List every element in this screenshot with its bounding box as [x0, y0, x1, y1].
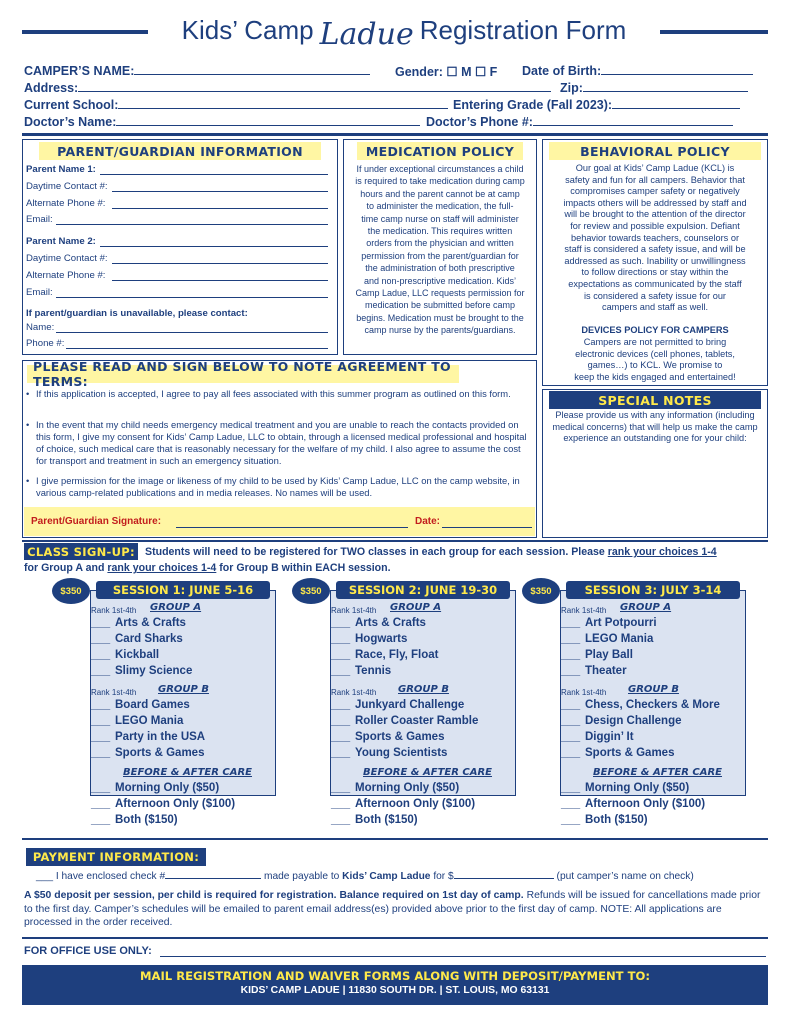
parent1-alternate-label: Alternate Phone #: — [26, 198, 106, 209]
payment-header: PAYMENT INFORMATION: — [26, 848, 206, 866]
dob-row — [522, 64, 753, 78]
emergency-contact-label: If parent/guardian is unavailable, please contact: — [26, 308, 248, 319]
med-text-line: hours and the parent cannot be at camp — [360, 188, 520, 199]
footer — [22, 965, 768, 1005]
parent1-label: Parent Name 1: — [26, 164, 96, 175]
beh-text-line: Our goal at Kids’ Camp Ladue (KCL) is — [575, 163, 735, 173]
check-line: ___ I have enclosed check # made payable to Kids’ Camp Ladue for $ (put camper’s name on check) — [36, 871, 694, 882]
med-text-line: Camp Ladue, LLC requests permission for — [355, 288, 525, 299]
doctor-phone-field[interactable] — [533, 125, 733, 126]
parent2-field[interactable] — [100, 246, 328, 247]
care-option: Both ($150) — [115, 814, 178, 826]
class-option: Race, Fly, Float — [355, 649, 439, 661]
care-blank[interactable]: ___ — [331, 814, 351, 826]
check-amount-field[interactable] — [454, 878, 554, 879]
camper-name-field[interactable] — [134, 74, 370, 75]
section-divider — [22, 133, 768, 136]
class-option: Design Challenge — [585, 715, 682, 727]
zip-label: Zip: — [560, 81, 583, 95]
med-text-line: permission from the parent/guardian for — [361, 250, 519, 261]
terms-header: PLEASE READ AND SIGN BELOW TO NOTE AGREEMENT TO TERMS: — [27, 365, 459, 383]
parent1-email-label: Email: — [26, 214, 53, 225]
rank-blank[interactable]: ___ — [91, 633, 111, 645]
dev-text-line: keep the kids engaged and entertained! — [574, 371, 736, 382]
care-option: Morning Only ($50) — [585, 782, 690, 794]
rank-blank[interactable]: ___ — [91, 731, 111, 743]
class-option: Sports & Games — [355, 731, 445, 743]
deposit-text: A $50 deposit per session, per child is required for registration. Balance required on 1st day of camp. Refunds will be issued for cancellations made prior to the first day. Camper’s schedules will be emailed to parent email address(es) provided above prior to the first day of camp. NOTE: All applications are processed in the order received. — [24, 890, 761, 929]
class-option: Diggin’ It — [585, 731, 634, 743]
terms-bullet-2: • In the event that my child needs emergency medical treatment and you are unable to reach the contacts provided on this form, I give my consent for Kids’ Camp Ladue, LLC to obtain, through a licensed medical professional and hospital of choice, such medical care that is reasonably necessary for the welfare of my child. I also agree to assume the cost for transport and treatment in such an emergency situation. — [26, 419, 527, 466]
care-option: Both ($150) — [585, 814, 648, 826]
section-divider-3 — [22, 838, 768, 840]
class-option: Board Games — [115, 699, 190, 711]
class-option: Young Scientists — [355, 747, 448, 759]
class-option: Hogwarts — [355, 633, 408, 645]
emergency-phone-field[interactable] — [66, 348, 328, 349]
behavioral-text — [544, 163, 766, 314]
rank-label: Rank 1st-4th — [561, 688, 607, 697]
session-2-price-badge: $350 — [292, 578, 330, 604]
section-divider-4 — [22, 937, 768, 939]
session-3-price-badge: $350 — [522, 578, 560, 604]
session-1-price-badge: $350 — [52, 578, 90, 604]
group-a-label: GROUP A — [620, 602, 672, 613]
notes-text-line: medical concerns) that will help us make the camp — [552, 421, 758, 432]
beh-text-line: expectations as communicated by the staff — [568, 278, 742, 289]
rank-blank[interactable]: ___ — [561, 617, 581, 629]
section-divider-2 — [22, 540, 768, 542]
group-b-label: GROUP B — [158, 684, 209, 695]
med-text-line: time camp nurse on staff will administer — [361, 213, 519, 224]
rank-blank[interactable]: ___ — [561, 731, 581, 743]
rank-blank[interactable]: ___ — [91, 649, 111, 661]
emergency-name-label: Name: — [26, 322, 55, 333]
grade-row — [453, 98, 740, 112]
class-option: Slimy Science — [115, 665, 193, 677]
rank-blank[interactable]: ___ — [331, 665, 351, 677]
doctor-row — [24, 115, 420, 129]
care-blank[interactable]: ___ — [331, 782, 351, 794]
parent2-alternate-label: Alternate Phone #: — [26, 270, 106, 281]
address-row — [24, 81, 551, 95]
rank-blank[interactable]: ___ — [331, 699, 351, 711]
med-text-line: the medication. This requires written — [367, 226, 513, 237]
session-3-title: SESSION 3: JULY 3-14 — [566, 581, 740, 599]
rank-blank[interactable]: ___ — [561, 747, 581, 759]
title-script-logo: Ladue — [319, 16, 414, 52]
dev-text-line: games…) to KCL. We promise to — [587, 360, 723, 371]
beh-text-line: safety and fun for all campers. Behavior that — [565, 174, 745, 185]
rank-blank[interactable]: ___ — [561, 699, 581, 711]
signature-field[interactable] — [176, 527, 408, 528]
care-option: Both ($150) — [355, 814, 418, 826]
parent1-alternate-field[interactable] — [112, 208, 328, 209]
doctor-phone-label: Doctor’s Phone #: — [426, 115, 533, 129]
dev-text-line: Campers are not permitted to bring — [583, 337, 727, 347]
rank-blank[interactable]: ___ — [91, 617, 111, 629]
med-text-line: medication be submitted before camp — [364, 300, 516, 311]
class-option: Play Ball — [585, 649, 633, 661]
emergency-name-field[interactable] — [56, 332, 328, 333]
class-option: Party in the USA — [115, 731, 206, 743]
parent2-email-field[interactable] — [56, 297, 328, 298]
medication-text — [345, 163, 535, 337]
dob-field[interactable] — [601, 74, 753, 75]
group-b-label: GROUP B — [398, 684, 449, 695]
class-option: Kickball — [115, 649, 160, 661]
rank-blank[interactable]: ___ — [331, 715, 351, 727]
title-left: Kids’ Camp — [181, 14, 314, 45]
rank-blank[interactable]: ___ — [331, 633, 351, 645]
rank-blank[interactable]: ___ — [331, 747, 351, 759]
doctor-label: Doctor’s Name: — [24, 115, 117, 129]
gender-label[interactable]: Gender: ☐ M ☐ F — [395, 65, 498, 79]
group-a-label: GROUP A — [390, 602, 442, 613]
beh-text-line: behavior towards teachers, counselors or — [570, 232, 739, 243]
rank-label: Rank 1st-4th — [91, 606, 137, 615]
med-text-line: If under exceptional circumstances a child — [356, 164, 524, 174]
beh-text-line: compromises camper safety or negatively — [570, 186, 740, 197]
care-option: Afternoon Only ($100) — [115, 798, 236, 810]
class-option: Junkyard Challenge — [355, 699, 465, 711]
parent1-email-field[interactable] — [56, 224, 328, 225]
parent1-daytime-label: Daytime Contact #: — [26, 181, 108, 192]
notes-header: SPECIAL NOTES — [549, 391, 761, 409]
address-field[interactable] — [78, 91, 551, 92]
beh-text-line: to follow directions or stay within the — [581, 267, 729, 278]
signature-label: Parent/Guardian Signature: — [31, 516, 162, 527]
school-row — [24, 98, 448, 112]
class-option: LEGO Mania — [115, 715, 184, 727]
emergency-phone-label: Phone #: — [26, 338, 65, 349]
session-1-title: SESSION 1: JUNE 5-16 — [96, 581, 270, 599]
rank-blank[interactable]: ___ — [331, 731, 351, 743]
grade-field[interactable] — [612, 108, 740, 109]
footer-address: KIDS’ CAMP LADUE | 11830 SOUTH DR. | ST. LOUIS, MO 63131 — [240, 985, 550, 996]
rank-blank[interactable]: ___ — [561, 649, 581, 661]
beh-text-line: impacts others will be addressed by staff and — [563, 197, 747, 208]
address-label: Address: — [24, 81, 79, 95]
doctor-field[interactable] — [116, 125, 420, 126]
rank-blank[interactable]: ___ — [91, 665, 111, 677]
rank-blank[interactable]: ___ — [331, 649, 351, 661]
rank-blank[interactable]: ___ — [561, 633, 581, 645]
class-option: Arts & Crafts — [355, 617, 426, 629]
camper-name-row — [24, 64, 370, 78]
class-option: Tennis — [355, 665, 392, 677]
care-blank[interactable]: ___ — [91, 814, 111, 826]
class-option: Card Sharks — [115, 633, 183, 645]
parent2-email-label: Email: — [26, 287, 53, 298]
care-blank[interactable]: ___ — [91, 782, 111, 794]
devices-title: DEVICES POLICY FOR CAMPERS — [581, 325, 729, 335]
rank-label: Rank 1st-4th — [331, 688, 377, 697]
title-right: Registration Form — [419, 14, 627, 45]
school-label: Current School: — [24, 98, 119, 112]
group-a-label: GROUP A — [150, 602, 202, 613]
class-option: Art Potpourri — [585, 617, 657, 629]
rank-blank[interactable]: ___ — [91, 699, 111, 711]
grade-label: Entering Grade (Fall 2023): — [453, 98, 613, 112]
class-option: LEGO Mania — [585, 633, 654, 645]
parent2-daytime-field[interactable] — [112, 263, 328, 264]
care-option: Morning Only ($50) — [115, 782, 220, 794]
care-option: Afternoon Only ($100) — [355, 798, 476, 810]
before-after-care-label: BEFORE & AFTER CARE — [123, 767, 253, 778]
signup-line1: Students will need to be registered for TWO classes in each group for each session. Please rank your choices 1-4 — [145, 546, 717, 558]
beh-text-line: for review and possible expulsion. Defiant — [570, 220, 740, 231]
rank-blank[interactable]: ___ — [561, 715, 581, 727]
beh-text-line: is considered a safety issue for our — [584, 290, 726, 301]
before-after-care-label: BEFORE & AFTER CARE — [593, 767, 723, 778]
care-option: Afternoon Only ($100) — [585, 798, 706, 810]
terms-bullet-3: • I give permission for the image or likeness of my child to be used by Kids’ Camp Ladue, LLC on the camp website, in various camp-related publications and in media releases. No names will be used. — [26, 475, 520, 498]
doctor-phone-row — [426, 115, 733, 129]
zip-field[interactable] — [583, 91, 748, 92]
parent2-daytime-label: Daytime Contact #: — [26, 253, 108, 264]
date-label: Date: — [415, 516, 441, 527]
notes-text-line: experience an outstanding one for your child: — [563, 433, 747, 444]
check-number-field[interactable] — [165, 878, 261, 879]
class-option: Sports & Games — [115, 747, 205, 759]
beh-text-line: staff is considered a safety issue, and will be — [564, 244, 746, 255]
school-field[interactable] — [118, 108, 448, 109]
med-text-line: camp nurse by the parents/guardians. — [364, 325, 516, 336]
group-b-label: GROUP B — [628, 684, 679, 695]
beh-text-line: addressed as such. Inability or unwillingness — [564, 255, 746, 266]
class-option: Arts & Crafts — [115, 617, 186, 629]
med-text-line: the administration of both prescriptive — [365, 263, 515, 274]
signup-line2: for Group A and rank your choices 1-4 for Group B within EACH session. — [24, 562, 391, 574]
med-text-line: and non-prescriptive medication. Kids’ — [363, 275, 517, 286]
beh-text-line: campers and staff as well. — [601, 302, 709, 313]
care-option: Morning Only ($50) — [355, 782, 460, 794]
parent2-alternate-field[interactable] — [112, 280, 328, 281]
med-text-line: orders from the physician and written — [366, 238, 514, 249]
terms-bullet-1: • If this application is accepted, I agree to pay all fees associated with this summer program as outlined on this form. — [26, 388, 511, 399]
devices-text — [544, 337, 766, 383]
before-after-care-label: BEFORE & AFTER CARE — [363, 767, 493, 778]
rank-label: Rank 1st-4th — [561, 606, 607, 615]
rank-blank[interactable]: ___ — [561, 665, 581, 677]
behavioral-header: BEHAVIORAL POLICY — [549, 142, 761, 160]
class-option: Theater — [585, 665, 627, 677]
zip-row — [560, 81, 748, 95]
office-use-label: FOR OFFICE USE ONLY: — [24, 945, 152, 957]
rank-blank[interactable]: ___ — [331, 617, 351, 629]
beh-text-line: will be brought to the attention of the director — [564, 209, 746, 220]
care-blank[interactable]: ___ — [561, 782, 581, 794]
rank-label: Rank 1st-4th — [91, 688, 137, 697]
med-text-line: is required to take medication during camp — [355, 176, 525, 187]
rank-blank[interactable]: ___ — [91, 747, 111, 759]
dob-label: Date of Birth: — [522, 64, 602, 78]
care-blank[interactable]: ___ — [331, 798, 351, 810]
signup-label: CLASS SIGN-UP: — [24, 543, 138, 560]
parent1-daytime-field[interactable] — [112, 191, 328, 192]
office-use-field — [160, 956, 766, 957]
rank-label: Rank 1st-4th — [331, 606, 377, 615]
care-blank[interactable]: ___ — [91, 798, 111, 810]
med-text-line: to administer the medication, the full- — [366, 201, 514, 212]
parent-header: PARENT/GUARDIAN INFORMATION — [39, 142, 321, 160]
session-2-title: SESSION 2: JUNE 19-30 — [336, 581, 510, 599]
page-title — [148, 10, 660, 50]
med-text-line: begins. Medication must be brought to the — [356, 312, 524, 323]
camper-name-label: CAMPER’S NAME: — [24, 64, 135, 78]
notes-text — [544, 410, 766, 445]
care-blank[interactable]: ___ — [561, 798, 581, 810]
footer-mail-heading: MAIL REGISTRATION AND WAIVER FORMS ALONG WITH DEPOSIT/PAYMENT TO: — [139, 969, 651, 983]
class-option: Sports & Games — [585, 747, 675, 759]
dev-text-line: electronic devices (cell phones, tablets, — [575, 348, 735, 359]
rank-blank[interactable]: ___ — [91, 715, 111, 727]
date-field[interactable] — [442, 527, 532, 528]
notes-text-line: Please provide us with any information (including — [555, 410, 755, 420]
medication-header: MEDICATION POLICY — [357, 142, 523, 160]
care-blank[interactable]: ___ — [561, 814, 581, 826]
parent1-field[interactable] — [100, 174, 328, 175]
class-option: Chess, Checkers & More — [585, 699, 720, 711]
class-option: Roller Coaster Ramble — [355, 715, 479, 727]
parent2-label: Parent Name 2: — [26, 236, 96, 247]
